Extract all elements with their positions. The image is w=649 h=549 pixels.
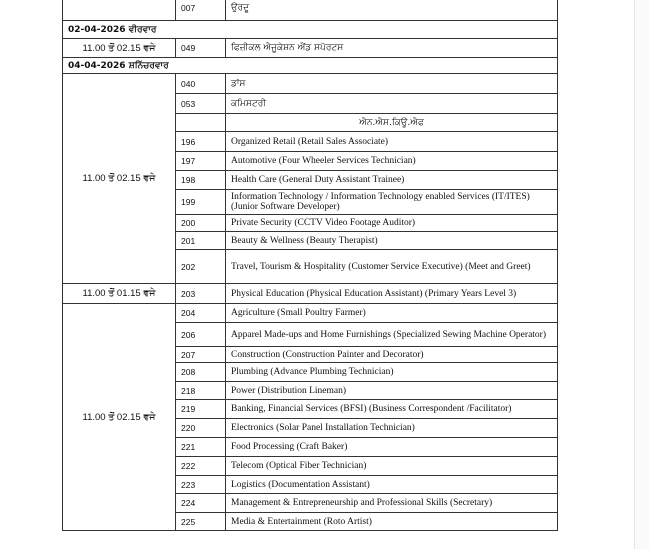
subject-name: Travel, Tourism & Hospitality (Customer Service Executive) (Meet and Greet) [226,250,558,284]
subject-name: Private Security (CCTV Video Footage Auditor) [226,215,558,232]
subject-name: Banking, Financial Services (BFSI) (Business Correspondent /Facilitator) [226,400,558,419]
subject-code: 225 [176,513,226,531]
subject-code: 198 [176,171,226,190]
subject-code: 218 [176,382,226,400]
subject-name: Beauty & Wellness (Beauty Therapist) [226,232,558,250]
subject-name: Power (Distribution Lineman) [226,382,558,400]
subject-name: Information Technology / Information Technology enabled Services (IT/ITES) (Junior Software Developer) [226,190,558,215]
subject-code: 202 [176,250,226,284]
exam-schedule-table [62,0,558,531]
subject-code: 206 [176,323,226,347]
subject-name: Apparel Made-ups and Home Furnishings (Specialized Sewing Machine Operator) [226,323,558,347]
subject-code: 049 [176,39,226,58]
subject-code: 204 [176,304,226,323]
scrollbar-gutter [634,0,649,549]
subject-name: ਕਮਿਸਟਰੀ [226,94,558,114]
date-row [63,21,558,39]
subject-code: 197 [176,152,226,171]
time-cell [63,0,176,21]
table-row [63,39,558,58]
subject-name: Food Processing (Craft Baker) [226,438,558,457]
subject-name: Plumbing (Advance Plumbing Technician) [226,363,558,382]
subject-name: Physical Education (Physical Education Assistant) (Primary Years Level 3) [226,284,558,304]
subject-code: 223 [176,476,226,494]
subject-code: 196 [176,132,226,152]
subject-code: 203 [176,284,226,304]
subject-name: Organized Retail (Retail Sales Associate) [226,132,558,152]
date-row [63,58,558,74]
subject-name: Management & Entrepreneurship and Professional Skills (Secretary) [226,494,558,513]
subject-code: 224 [176,494,226,513]
subject-name: Logistics (Documentation Assistant) [226,476,558,494]
table-row [63,304,558,323]
subject-code: 199 [176,190,226,215]
subject-name: Telecom (Optical Fiber Technician) [226,457,558,476]
subject-name: ਡਾਂਸ [226,74,558,94]
subject-name: Electronics (Solar Panel Installation Technician) [226,419,558,438]
subject-code: 007 [176,0,226,21]
subject-name: Agriculture (Small Poultry Farmer) [226,304,558,323]
time-slot: 11.00 ਤੋਂ 02.15 ਵਜੇ [63,74,176,284]
subject-name: Automotive (Four Wheeler Services Technician) [226,152,558,171]
subject-code: 220 [176,419,226,438]
subject-name: Health Care (General Duty Assistant Trainee) [226,171,558,190]
exam-date: 02-04-2026 ਵੀਰਵਾਰ [63,21,558,39]
subject-code: 040 [176,74,226,94]
table-row [63,284,558,304]
table-row [63,0,558,21]
time-slot: 11.00 ਤੋਂ 02.15 ਵਜੇ [63,39,176,58]
subject-code: 207 [176,347,226,363]
exam-date: 04-04-2026 ਸ਼ਨਿੱਚਰਵਾਰ [63,58,558,74]
subject-code: 222 [176,457,226,476]
subject-code: 201 [176,232,226,250]
table-row [63,74,558,94]
subject-name: Construction (Construction Painter and Decorator) [226,347,558,363]
subject-code: 221 [176,438,226,457]
time-slot: 11.00 ਤੋਂ 01.15 ਵਜੇ [63,284,176,304]
subject-name: Media & Entertainment (Roto Artist) [226,513,558,531]
subject-name: ਉਰਦੂ [226,0,558,21]
subject-code: 053 [176,94,226,114]
subject-code: 208 [176,363,226,382]
subject-code: 200 [176,215,226,232]
subject-code: 219 [176,400,226,419]
subject-name: ਫਿਜ਼ੀਕਲ ਐਜੂਕੇਸ਼ਨ ਐਂਡ ਸਪੋਰਟਸ [226,39,558,58]
nsqf-heading: ਐਨ.ਐਸ.ਕਿਊ.ਐਫ [226,114,558,132]
time-slot: 11.00 ਤੋਂ 02.15 ਵਜੇ [63,304,176,531]
